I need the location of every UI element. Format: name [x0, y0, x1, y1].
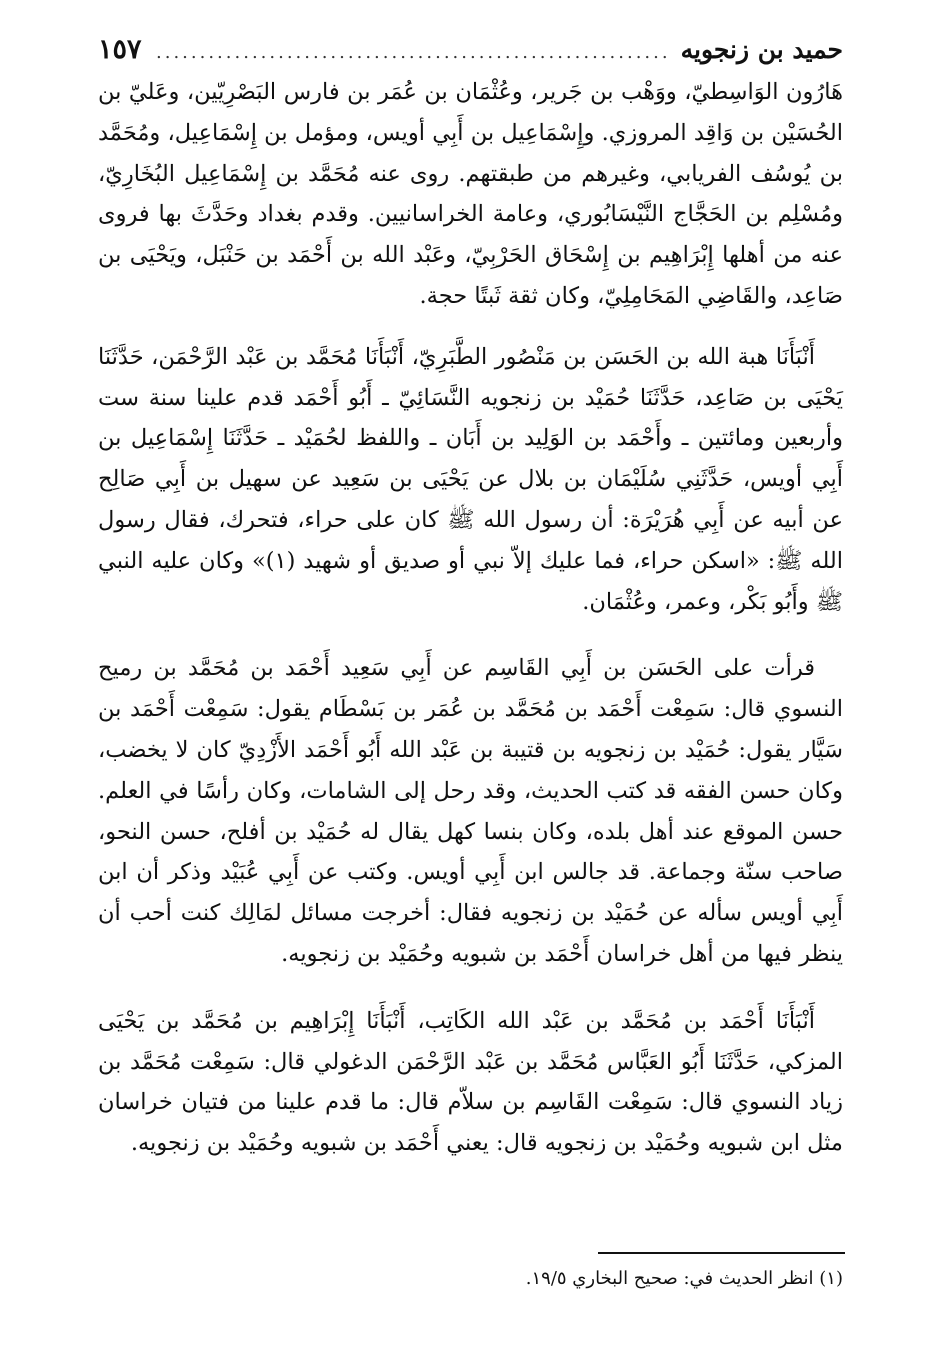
- page-body: [98, 28, 843, 1164]
- footnote: (١) انظر الحديث في: صحيح البخاري ١٩/٥.: [525, 1268, 843, 1289]
- paragraph-narration: قرأت على الحَسَن بن أَبِي القَاسِم عن أَبِي سَعِيد أَحْمَد بن مُحَمَّد بن رميح النسوي قال: سَمِعْت أَحْمَد بن مُحَمَّد بن عُمَر بن بَسْطَام يقول: سَمِعْت أَحْمَد بن سَيَّار يقول: حُمَيْد بن زنجويه بن قتيبة بن عَبْد الله أَبُو أَحْمَد الأَزْدِيّ كان لا يخضب، وكان حسن الفقه قد كتب الحديث، وقد رحل إلى الشامات، وكان رأسًا في العلم. حسن الموقع عند أهل بلده، وكان بنسا كهل يقال له حُمَيْد بن أفلح، حسن النحو، صاحب سنّة وجماعة. قد جالس ابن أَبِي أويس. وكتب عن أَبِي عُبَيْد وذكر أن ابن أَبِي أويس سأله عن حُمَيْد بن زنجويه فقال: أخرجت مسائل لمَالِك كنت أحب أن ينظر فيها من أهل خراسان أَحْمَد بن شبويه وحُمَيْد بن زنجويه.: [98, 655, 843, 967]
- paragraph-closing-isnad: أَنْبَأَنَا أَحْمَد بن مُحَمَّد بن عَبْد الله الكَاتِب، أَنْبَأَنَا إِبْرَاهِيم بن مُحَمَّد بن يَحْيَى المزكي، حَدَّثَنَا أَبُو العَبَّاس مُحَمَّد بن عَبْد الرَّحْمَن الدغولي قال: سَمِعْت مُحَمَّد بن زياد النسوي قال: سَمِعْت القَاسِم بن سلاّم قال: ما قدم علينا من فتيان خراسان مثل ابن شبويه وحُمَيْد بن زنجويه قال: يعني أَحْمَد بن شبويه وحُمَيْد بن زنجويه.: [98, 1007, 843, 1157]
- paragraph-hadith-isnad: أَنْبَأَنَا هبة الله بن الحَسَن بن مَنْصُور الطَّبَرِيّ، أَنْبَأَنَا مُحَمَّد بن عَبْد الرَّحْمَن، حَدَّثَنَا يَحْيَى بن صَاعِد، حَدَّثَنَا حُمَيْد بن زنجويه النَّسَائِيّ ـ أَبُو أَحْمَد قدم علينا سنة ست وأربعين ومائتين ـ وأَحْمَد بن الوَلِيد بن أَبَان ـ واللفظ لحُمَيْد ـ حَدَّثَنَا إِسْمَاعِيل بن أَبِي أويس، حَدَّثَنِي سُلَيْمَان بن بلال عن يَحْيَى بن سَعِيد عن سهيل بن أَبِي صَالِح عن أبيه عن أَبِي هُرَيْرَة: أن رسول الله ﷺ كان على حراء، فتحرك، فقال رسول الله ﷺ: «اسكن حراء، فما عليك إلاّ نبي أو صديق أو شهيد (١)» وكان عليه النبي ﷺ وأَبُو بَكْر، وعمر، وعُثْمَان.: [98, 343, 843, 615]
- dot-leader: [152, 31, 671, 75]
- paragraph-biography: هَارُون الوَاسِطيّ، ووَهْب بن جَرير، وعُثْمَان بن عُمَر بن فارس البَصْرِيّين، وعَليّ بن الحُسَيْن بن وَاقِد المروزي. وإِسْمَاعِيل بن أَبِي أويس، ومؤمل بن إِسْمَاعِيل، ومُحَمَّد بن يُوسُف الفريابي، وغيرهم من طبقتهم. روى عنه مُحَمَّد بن إِسْمَاعِيل البُخَارِيّ، ومُسْلِم بن الحَجَّاج النَّيْسَابُوري، وعامة الخراسانيين. وقدم بغداد وحَدَّثَ بها فروى عنه من أهلها إِبْرَاهِيم بن إِسْحَاق الحَرْبِيّ، وعَبْد الله بن أَحْمَد بن حَنْبَل، ويَحْيَى بن صَاعِد، والقَاضِي المَحَامِلِيّ، وكان ثقة ثَبتًا حجة.: [98, 79, 843, 309]
- running-title: حميد بن زنجويه: [680, 35, 843, 64]
- running-header: [98, 28, 843, 72]
- page-number: ١٥٧: [98, 34, 142, 65]
- footnote-divider: [598, 1252, 845, 1254]
